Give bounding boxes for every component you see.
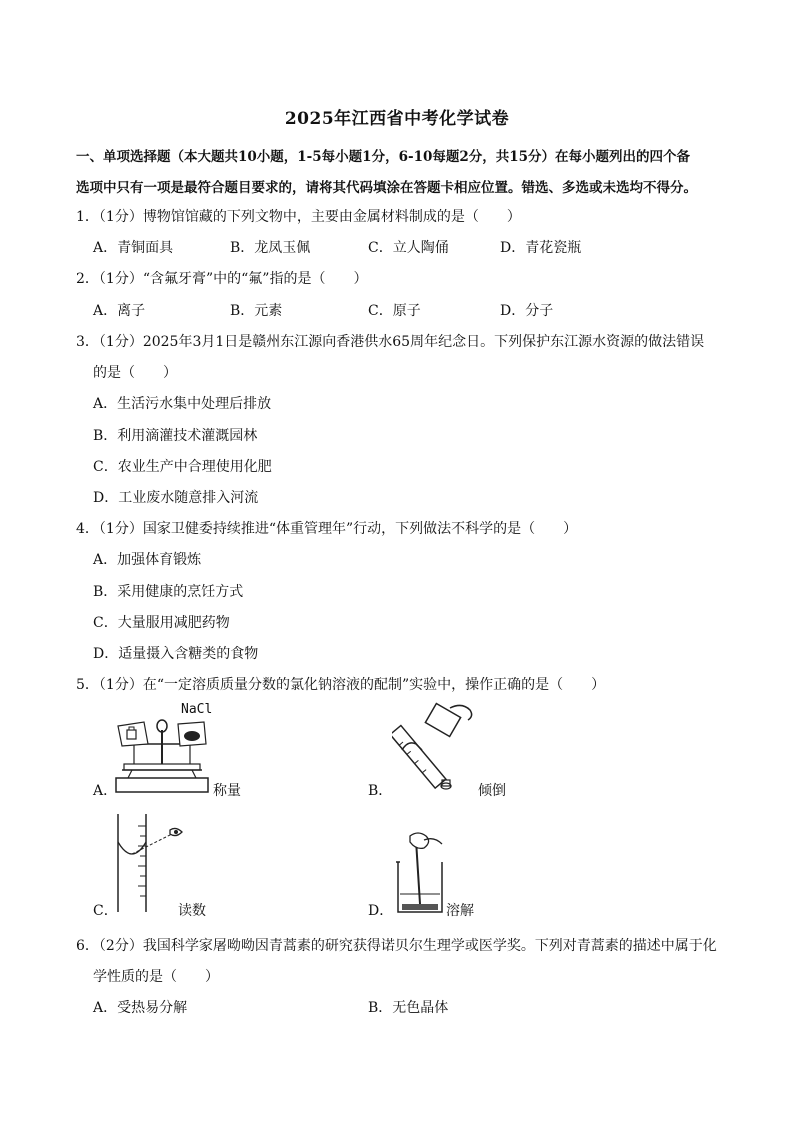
question-1-option-d: D．青花瓷瓶: [500, 240, 582, 256]
section-instructions-line-2: 选项中只有一项是最符合题目要求的，请将其代码填涂在答题卡相应位置。错选、多选或未选均不得分。: [76, 180, 697, 196]
question-3-stem-line-1: 3．（1分）2025年3月1日是赣州东江源向香港供水65周年纪念日。下列保护东江源水资源的做法错误: [76, 334, 705, 350]
question-1-option-a: A．青铜面具: [93, 240, 174, 256]
question-2-option-d: D．分子: [500, 303, 554, 319]
question-5-option-a-caption: 称量: [213, 783, 241, 799]
question-2-option-b: B．元素: [230, 303, 283, 319]
question-5-option-c-letter: C．: [93, 903, 118, 919]
pouring-figure: [392, 700, 482, 798]
question-2-option-c: C．原子: [368, 303, 421, 319]
question-3-option-c: C．农业生产中合理使用化肥: [93, 459, 272, 475]
question-5-option-a-letter: A．: [93, 783, 118, 799]
question-5-stem: 5．（1分）在“一定溶质质量分数的氯化钠溶液的配制”实验中，操作正确的是（ ）: [76, 677, 606, 693]
question-3-stem-line-2: 的是（ ）: [93, 365, 177, 381]
question-2-stem: 2．（1分）“含氟牙膏”中的“氟”指的是（ ）: [76, 271, 368, 287]
question-3-option-b: B．利用滴灌技术灌溉园林: [93, 428, 258, 444]
question-4-option-c: C．大量服用减肥药物: [93, 615, 230, 631]
question-3-option-d: D．工业废水随意排入河流: [93, 490, 259, 506]
page-title: 2025年江西省中考化学试卷: [284, 109, 510, 129]
question-5-option-b-caption: 倾倒: [478, 783, 506, 799]
question-4-option-a: A．加强体育锻炼: [93, 552, 202, 568]
question-1-option-b: B．龙凤玉佩: [230, 240, 311, 256]
question-4-option-b: B．采用健康的烹饪方式: [93, 584, 244, 600]
question-6-option-a: A．受热易分解: [93, 1000, 188, 1016]
question-4-stem: 4．（1分）国家卫健委持续推进“体重管理年”行动，下列做法不科学的是（ ）: [76, 521, 578, 537]
question-2-option-a: A．离子: [93, 303, 146, 319]
question-5-option-c-caption: 读数: [178, 903, 206, 919]
question-5-option-b-letter: B．: [368, 783, 393, 799]
question-5-option-d-caption: 溶解: [446, 903, 474, 919]
dissolving-figure: [392, 832, 452, 918]
question-1-stem: 1．（1分）博物馆馆藏的下列文物中，主要由金属材料制成的是（ ）: [76, 209, 521, 225]
question-4-option-d: D．适量摄入含糖类的食物: [93, 646, 259, 662]
question-6-option-b: B．无色晶体: [368, 1000, 449, 1016]
question-6-stem-line-1: 6．（2分）我国科学家屠呦呦因青蒿素的研究获得诺贝尔生理学或医学奖。下列对青蒿素的描述中属于化: [76, 938, 717, 954]
question-6-stem-line-2: 学性质的是（ ）: [93, 969, 219, 985]
question-5-option-d-letter: D．: [368, 903, 394, 919]
nacl-label: NaCl: [181, 702, 213, 717]
question-1-option-c: C．立人陶俑: [368, 240, 449, 256]
section-instructions-line-1: 一、单项选择题（本大题共10小题，1-5每小题1分，6-10每题2分，共15分）在每小题列出的四个备: [76, 149, 691, 165]
question-3-option-a: A．生活污水集中处理后排放: [93, 396, 272, 412]
